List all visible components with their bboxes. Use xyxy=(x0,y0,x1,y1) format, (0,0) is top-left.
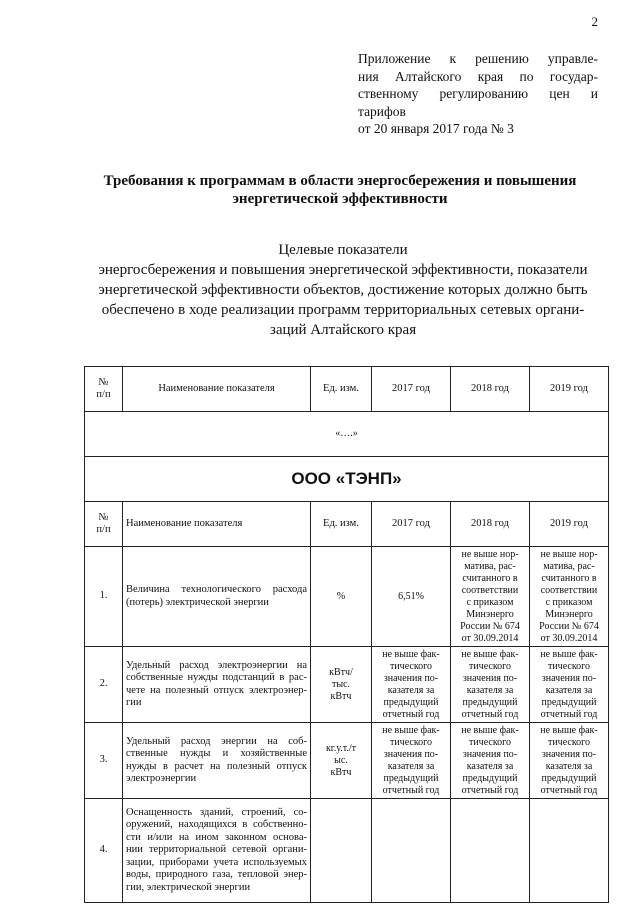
row-2019: не выше фак- тического значения по- казателя за предыдущий отчетный год xyxy=(530,723,609,799)
subtitle-line: энергосбережения и повышения энергетической эффективности, показатели xyxy=(98,262,588,278)
organization-name: ООО «ТЭНП» xyxy=(85,457,609,502)
organization-row xyxy=(85,457,609,502)
table-row xyxy=(85,647,609,723)
row-num: 1. xyxy=(85,547,123,647)
table-row xyxy=(85,547,609,647)
row-2018: не выше нор- матива, рас- считанного в соответствии с приказом Минэнерго России № 674 от 30.09.2014 xyxy=(451,547,530,647)
subtitle-line: энергетической эффективности объектов, достижение которых должно быть xyxy=(98,282,588,298)
row-2017: не выше фак- тического значения по- казателя за предыдущий отчетный год xyxy=(372,647,451,723)
row-name: Удельный расход энергии на соб- ственные нужды и хозяйственные нужды в расчет на полезный отпуск электроэнергии xyxy=(123,723,311,799)
row-unit: кВтч/ тыс. кВтч xyxy=(311,647,372,723)
header-2017: 2017 год xyxy=(372,367,451,412)
subtitle-line: Целевые показатели xyxy=(278,242,408,258)
appendix-line: ственному регулированию цен и xyxy=(358,86,598,101)
header-num: № п/п xyxy=(85,502,123,547)
table-header-row xyxy=(85,502,609,547)
row-num: 3. xyxy=(85,723,123,799)
appendix-note xyxy=(358,50,598,138)
row-2019: не выше нор- матива, рас- считанного в соответствии с приказом Минэнерго России № 674 от 30.09.2014 xyxy=(530,547,609,647)
header-name: Наименование показателя xyxy=(123,367,311,412)
section-subtitle xyxy=(78,240,608,340)
ellipsis-cell: «….» xyxy=(85,412,609,457)
row-2017: 6,51% xyxy=(372,547,451,647)
title-line: энергетической эффективности xyxy=(232,191,448,207)
page-number: 2 xyxy=(591,14,598,29)
row-2017: не выше фак- тического значения по- казателя за предыдущий отчетный год xyxy=(372,723,451,799)
appendix-line: ния Алтайского края по государ- xyxy=(358,68,598,84)
row-2018: не выше фак- тического значения по- казателя за предыдущий отчетный год xyxy=(451,647,530,723)
header-2018: 2018 год xyxy=(451,502,530,547)
subtitle-line: обеспечено в ходе реализации программ территориальных сетевых органи- xyxy=(101,302,585,318)
header-num: № п/п xyxy=(85,367,123,412)
row-2018 xyxy=(451,799,530,903)
row-2017 xyxy=(372,799,451,903)
row-2019: не выше фак- тического значения по- казателя за предыдущий отчетный год xyxy=(530,647,609,723)
subtitle-line: заций Алтайского края xyxy=(269,322,417,338)
header-2018: 2018 год xyxy=(451,367,530,412)
header-unit: Ед. изм. xyxy=(311,367,372,412)
row-unit: % xyxy=(311,547,372,647)
table-row xyxy=(85,723,609,799)
row-num: 4. xyxy=(85,799,123,903)
indicators-table xyxy=(84,366,609,903)
document-title xyxy=(60,172,620,208)
title-line: Требования к программам в области энергосбережения и повышения xyxy=(103,173,577,189)
header-2019: 2019 год xyxy=(530,502,609,547)
row-2019 xyxy=(530,799,609,903)
appendix-line: от 20 января 2017 года № 3 xyxy=(358,121,514,136)
row-name: Оснащенность зданий, строений, со- оружений, находящихся в собственно- сти и/или на ином законном основа- нии территориальной сетевой органи- зации, приборами учета используемых воды, природного газа, тепловой энер- гии, электрической энергии xyxy=(123,799,311,903)
header-2019: 2019 год xyxy=(530,367,609,412)
row-name: Величина технологического расхода (потерь) электрической энергии xyxy=(123,547,311,647)
ellipsis-row xyxy=(85,412,609,457)
table-header-row xyxy=(85,367,609,412)
header-name: Наименование показателя xyxy=(123,502,311,547)
row-unit xyxy=(311,799,372,903)
table-row xyxy=(85,799,609,903)
appendix-line: Приложение к решению управле- xyxy=(358,51,598,66)
appendix-line: тарифов xyxy=(358,103,406,119)
header-unit: Ед. изм. xyxy=(311,502,372,547)
row-unit: кг.у.т./т ыс. кВтч xyxy=(311,723,372,799)
row-num: 2. xyxy=(85,647,123,723)
row-name: Удельный расход электроэнергии на собственные нужды подстанций в рас- чете на полезный отпуск электроэнер- гии xyxy=(123,647,311,723)
header-2017: 2017 год xyxy=(372,502,451,547)
row-2018: не выше фак- тического значения по- казателя за предыдущий отчетный год xyxy=(451,723,530,799)
